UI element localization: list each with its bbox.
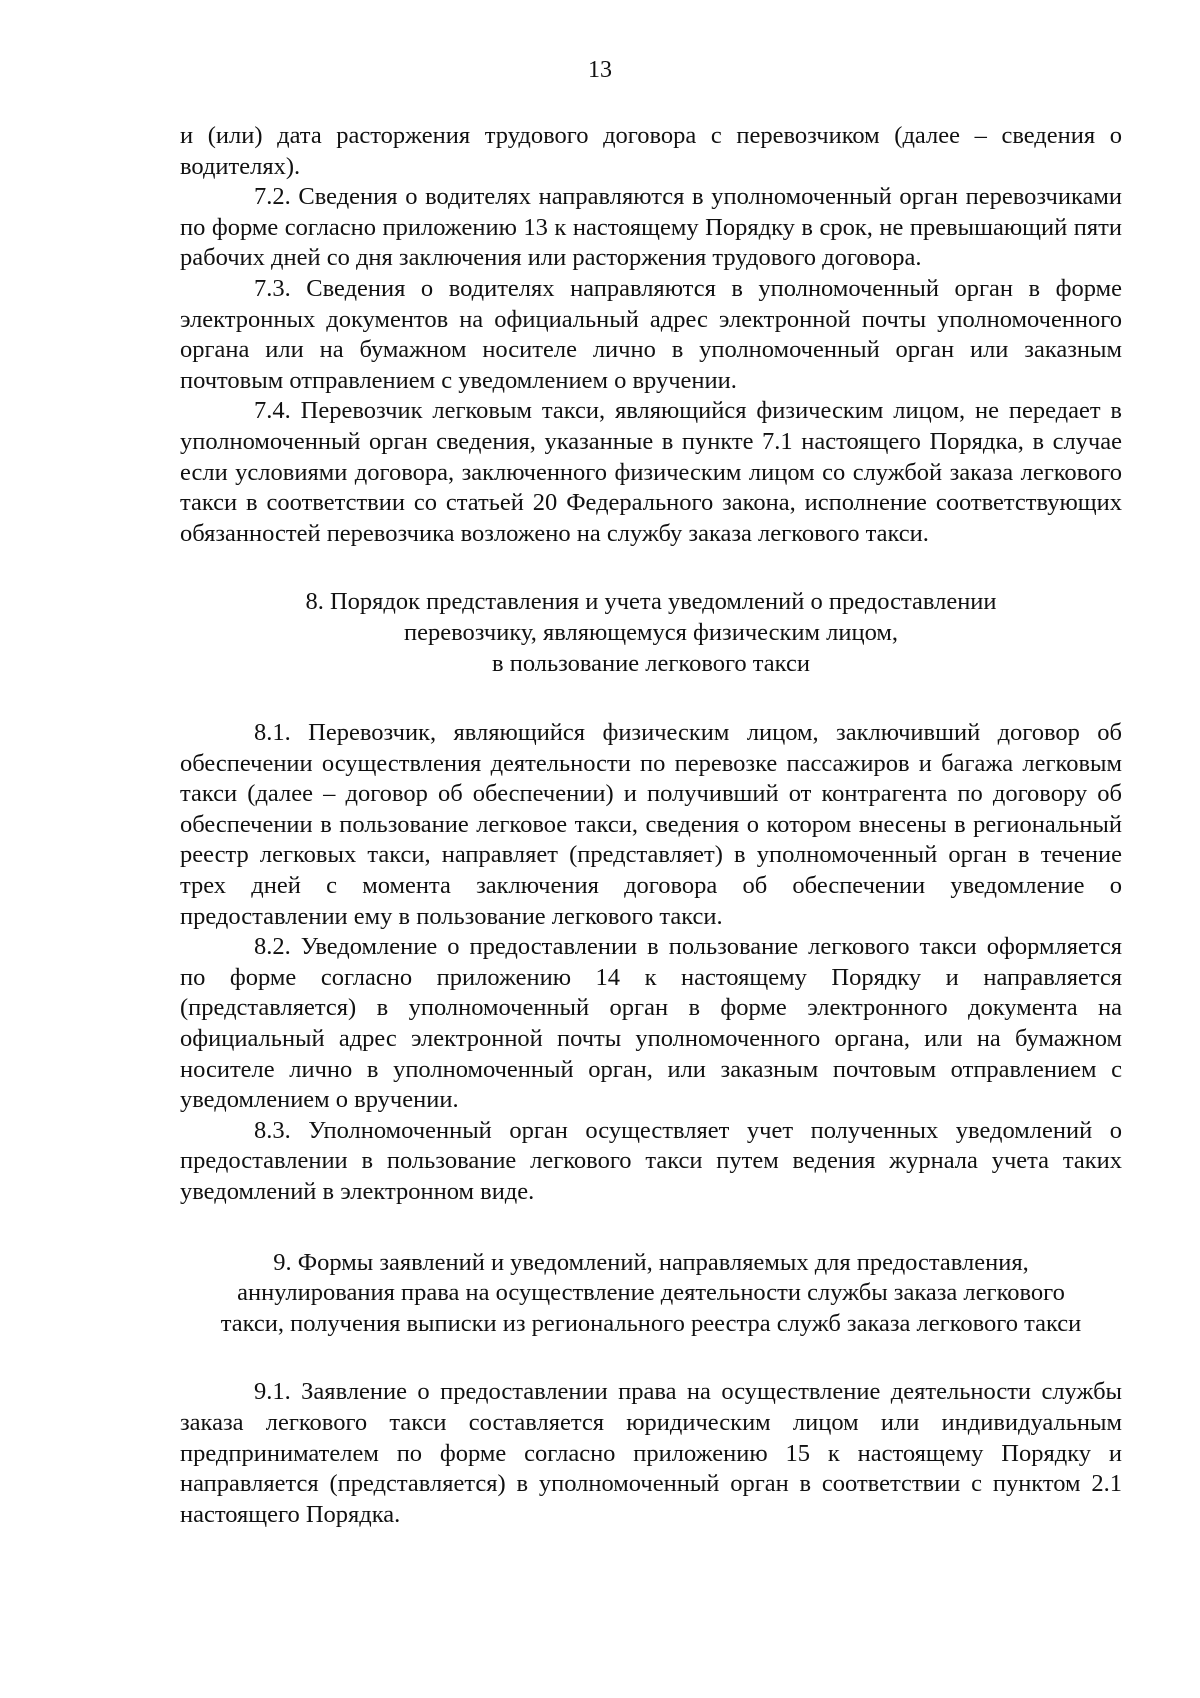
paragraph-8-1: 8.1. Перевозчик, являющийся физическим лицом, заключивший договор об обеспечении осуществления деятельности по перевозке пассажиров и багажа легковым такси (далее – договор об обеспечении) и получивший от контрагента по договору об обеспечении в пользование легковое такси, сведения о котором внесены в региональный реестр легковых такси, направляет (представляет) в уполномоченный орган в течение трех дней с момента заключения договора об обеспечении уведомление о предоставлении ему в пользование легкового такси. bbox=[180, 719, 1122, 930]
paragraph-7-1-continuation: и (или) дата расторжения трудового договора с перевозчиком (далее – сведения о водителях). bbox=[180, 122, 1122, 180]
paragraph-9-1: 9.1. Заявление о предоставлении права на осуществление деятельности службы заказа легкового такси составляется юридическим лицом или индивидуальным предпринимателем по форме согласно приложению 15 к настоящему Порядку и направляется (представляется) в уполномоченный орган в соответствии с пунктом 2.1 настоящего Порядка. bbox=[180, 1378, 1122, 1528]
page-number: 13 bbox=[588, 57, 612, 83]
paragraph-7-2: 7.2. Сведения о водителях направляются в уполномоченный орган перевозчиками по форме согласно приложению 13 к настоящему Порядку в срок, не превышающий пяти рабочих дней со дня заключения или расторжения трудового договора. bbox=[180, 183, 1122, 272]
paragraph-7-3: 7.3. Сведения о водителях направляются в уполномоченный орган в форме электронных документов на официальный адрес электронной почты уполномоченного органа или на бумажном носителе лично в уполномоченный орган или заказным почтовым отправлением с уведомлением о вручении. bbox=[180, 274, 1122, 394]
paragraph-7-4: 7.4. Перевозчик легковым такси, являющийся физическим лицом, не передает в уполномоченный орган сведения, указанные в пункте 7.1 настоящего Порядка, в случае если условиями договора, заключенного физическим лицом со службой заказа легкового такси в соответствии со статьей 20 Федерального закона, исполнение соответствующих обязанностей перевозчика возложено на службу заказа легкового такси. bbox=[180, 397, 1122, 547]
section-8-heading-line: 8. Порядок представления и учета уведомлений о предоставлении bbox=[305, 588, 997, 616]
section-8-heading-line: в пользование легкового такси bbox=[492, 649, 810, 677]
section-9-heading-line: 9. Формы заявлений и уведомлений, направляемых для предоставления, bbox=[273, 1248, 1029, 1276]
paragraph-8-3: 8.3. Уполномоченный орган осуществляет учет полученных уведомлений о предоставлении в пользование легкового такси путем ведения журнала учета таких уведомлений в электронном виде. bbox=[180, 1116, 1122, 1205]
section-8-heading bbox=[180, 587, 1122, 679]
section-9-heading bbox=[180, 1248, 1122, 1340]
section-8-heading-line: перевозчику, являющемуся физическим лицом, bbox=[403, 618, 899, 646]
paragraph-8-2: 8.2. Уведомление о предоставлении в пользование легкового такси оформляется по форме согласно приложению 14 к настоящему Порядку и направляется (представляется) в уполномоченный орган в форме электронного документа на официальный адрес электронной почты уполномоченного органа, или на бумажном носителе лично в уполномоченный орган, или заказным почтовым отправлением с уведомлением о вручении. bbox=[180, 933, 1122, 1114]
document-body bbox=[180, 121, 1122, 1530]
section-9-heading-line: аннулирования права на осуществление деятельности службы заказа легкового bbox=[237, 1279, 1065, 1307]
section-9-heading-line: такси, получения выписки из регионального реестра служб заказа легкового такси bbox=[220, 1309, 1082, 1337]
